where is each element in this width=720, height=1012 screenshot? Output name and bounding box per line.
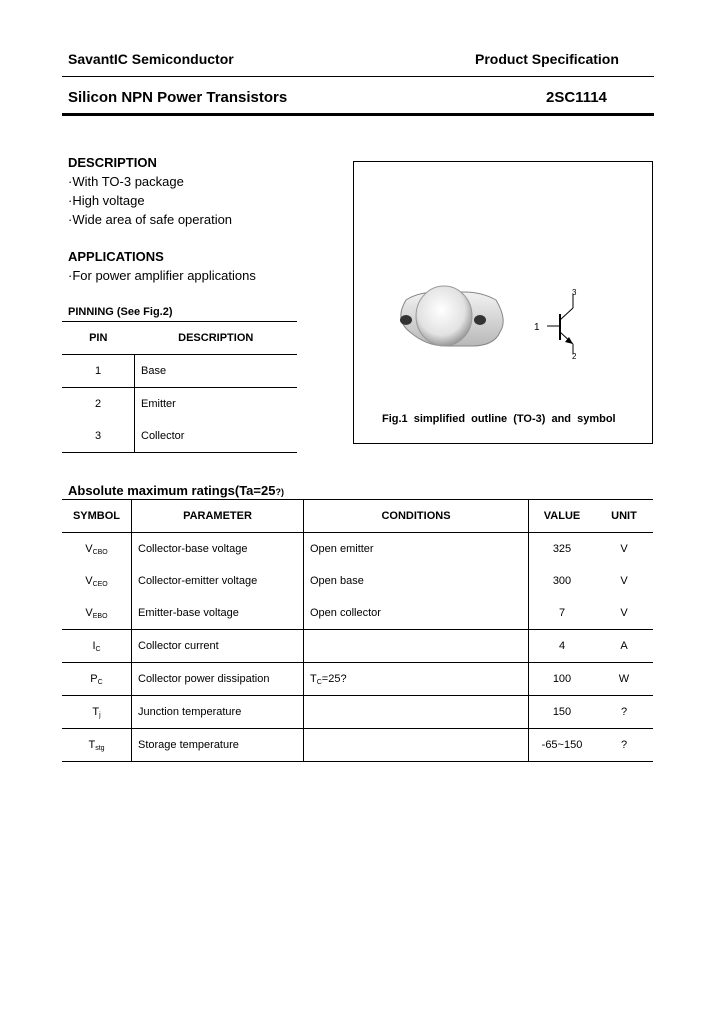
symbol-cell [62, 565, 132, 597]
pin-description-header: DESCRIPTION [135, 322, 298, 355]
unit-cell: V [620, 543, 628, 555]
parameter-cell: Collector-base voltage [132, 533, 304, 566]
symbol-subscript: C [97, 678, 103, 686]
table-row [62, 597, 653, 630]
applications-item: ·For power amplifier applications [68, 268, 256, 283]
ratings-title [68, 483, 284, 498]
ratings-table [62, 499, 653, 762]
ratings-title-unit: ?) [275, 487, 284, 497]
header-rule-bottom [62, 113, 654, 116]
description-item: ·High voltage [68, 193, 145, 208]
pin-number: 1 [62, 355, 135, 388]
symbol-letter: V [85, 606, 93, 619]
unit-header: UNIT [595, 500, 653, 533]
doc-type: Product Specification [475, 51, 619, 67]
symbol-letter: T [88, 738, 96, 751]
parameter-header: PARAMETER [132, 500, 304, 533]
unit-cell: ? [595, 729, 653, 762]
value-cell: 325 [552, 543, 572, 555]
symbol-subscript: C [95, 645, 101, 653]
conditions-cell [304, 696, 529, 729]
unit-cell: W [595, 663, 653, 696]
value-cell: 4 [529, 630, 596, 663]
description-item: ·Wide area of safe operation [68, 212, 233, 227]
pinning-title: PINNING (See Fig.2) [68, 306, 173, 318]
pinning-table [62, 321, 297, 453]
parameter-cell: Emitter-base voltage [132, 597, 304, 630]
pin-description: Base [135, 355, 298, 388]
symbol-cell [62, 729, 132, 762]
conditions-cell: Open base [304, 565, 529, 597]
value-cell: 100 [529, 663, 596, 696]
table-row [62, 663, 653, 696]
value-cell: 150 [529, 696, 596, 729]
symbol-cell [62, 597, 132, 630]
table-row [62, 696, 653, 729]
unit-cell: ? [595, 696, 653, 729]
product-line: Silicon NPN Power Transistors [68, 89, 288, 106]
unit-cell: V [595, 597, 653, 630]
pin-description: Emitter [141, 398, 176, 410]
conditions-cell [304, 630, 529, 663]
symbol-subscript: CEO [92, 580, 108, 588]
pin-number: 2 [62, 388, 135, 421]
unit-cell: V [620, 575, 628, 587]
table-row [62, 355, 297, 388]
symbol-letter: P [90, 672, 98, 685]
table-row [62, 388, 297, 421]
pin-header: PIN [62, 322, 135, 355]
table-row [62, 565, 653, 597]
parameter-cell: Collector power dissipation [132, 663, 304, 696]
value-cell: -65~150 [529, 729, 596, 762]
symbol-subscript: stg [95, 744, 105, 752]
company-name: SavantIC Semiconductor [68, 51, 234, 67]
conditions-cell [304, 663, 529, 696]
symbol-cell [62, 663, 132, 696]
conditions-cell [304, 729, 529, 762]
symbol-letter: V [85, 574, 93, 587]
value-header: VALUE [529, 500, 596, 533]
pin-number: 3 [62, 420, 135, 453]
symbol-pin-emitter: 2 [572, 352, 577, 361]
table-row [62, 420, 297, 453]
table-row [62, 533, 653, 566]
npn-transistor-symbol [354, 162, 652, 443]
conditions-cell: Open emitter [304, 533, 529, 566]
description-item: ·With TO-3 package [68, 174, 184, 189]
parameter-cell: Collector current [132, 630, 304, 663]
symbol-pin-base: 1 [534, 322, 540, 333]
symbol-letter: I [92, 639, 96, 652]
figure-box [353, 161, 653, 444]
parameter-cell: Storage temperature [132, 729, 304, 762]
condition-subscript: C [316, 678, 322, 686]
symbol-subscript: j [99, 711, 101, 719]
value-cell: 300 [552, 575, 572, 587]
parameter-cell: Collector-emitter voltage [132, 565, 304, 597]
table-row [62, 729, 653, 762]
conditions-header: CONDITIONS [304, 500, 529, 533]
ratings-title-text: Absolute maximum ratings(Ta=25 [68, 483, 276, 498]
conditions-cell: Open collector [304, 597, 529, 630]
symbol-subscript: EBO [92, 612, 108, 620]
symbol-pin-collector: 3 [572, 288, 577, 297]
table-row [62, 630, 653, 663]
applications-title: APPLICATIONS [68, 249, 164, 264]
symbol-letter: T [92, 705, 100, 718]
pin-description: Collector [135, 420, 298, 453]
symbol-subscript: CBO [92, 548, 108, 556]
unit-cell: A [595, 630, 653, 663]
symbol-cell [62, 696, 132, 729]
symbol-letter: V [85, 542, 93, 555]
symbol-header: SYMBOL [62, 500, 132, 533]
value-cell: 7 [529, 597, 596, 630]
symbol-cell [62, 533, 132, 566]
description-title: DESCRIPTION [68, 155, 157, 170]
symbol-cell [62, 630, 132, 663]
condition-symbol: T [310, 672, 317, 685]
figure-caption: Fig.1 simplified outline (TO-3) and symbol [382, 413, 616, 425]
parameter-cell: Junction temperature [132, 696, 304, 729]
condition-value: =25? [321, 672, 347, 685]
part-number: 2SC1114 [546, 89, 607, 106]
header-rule-top [62, 76, 654, 77]
